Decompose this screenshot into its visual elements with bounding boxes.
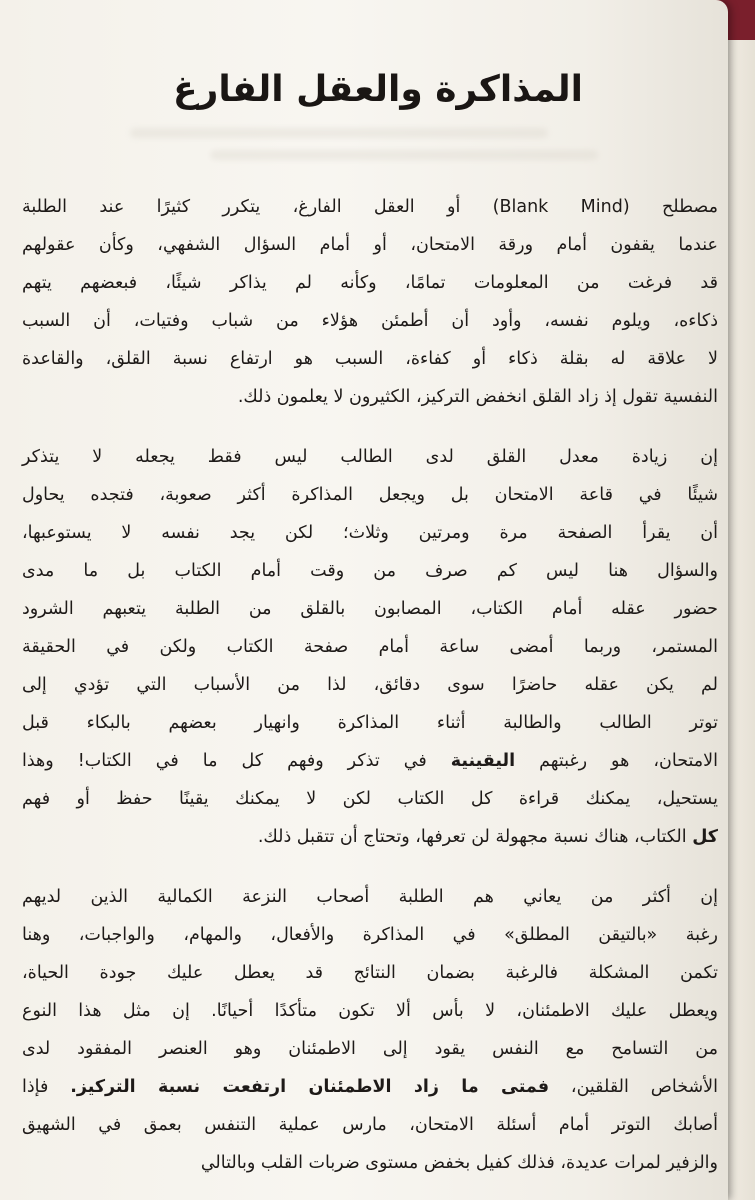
paragraph-gap — [22, 416, 718, 438]
text-line — [22, 916, 718, 954]
text-line — [22, 188, 718, 226]
text-segment: ويعطل عليك الاطمئنان، لا بأس ألا تكون متأكدًا أحيانًا. إن مثل هذا النوع — [22, 1001, 718, 1021]
text-segment: أصابك التوتر أمام أسئلة الامتحان، مارس عملية التنفس بعمق في الشهيق — [22, 1115, 718, 1135]
text-segment: في تذكر وفهم كل ما في الكتاب! وهذا — [22, 751, 451, 771]
bold-text: اليقينية — [450, 751, 516, 771]
text-line — [22, 302, 718, 340]
text-segment: الكتاب، هناك نسبة مجهولة لن تعرفها، وتحتاج أن تتقبل ذلك. — [257, 827, 693, 847]
bold-text: فمتى ما زاد الاطمئنان ارتفعت نسبة التركيز. — [70, 1077, 550, 1097]
text-line — [22, 226, 718, 264]
text-segment: فإذا — [22, 1077, 71, 1097]
paragraph — [22, 878, 718, 1182]
text-line — [22, 666, 718, 704]
text-segment: رغبة «بالتيقن المطلق» في المذاكرة والأفعال، والمهام، والواجبات، وهنا — [22, 925, 718, 945]
text-segment: حضور عقله أمام الكتاب، المصابون بالقلق من الطلبة يتعبهم الشرود — [22, 599, 718, 619]
text-line — [22, 438, 718, 476]
text-segment: تكمن المشكلة فالرغبة بضمان النتائج قد يعطل عليك جودة الحياة، — [22, 963, 718, 983]
text-segment: من التسامح مع النفس يقود إلى الاطمئنان وهو العنصر المفقود لدى — [22, 1039, 718, 1059]
paragraph-gap — [22, 856, 718, 878]
bold-text: كل — [692, 827, 718, 847]
text-segment: توتر الطالب والطالبة أثناء المذاكرة وانهيار بعضهم بالبكاء قبل — [22, 713, 718, 733]
text-segment: عندما يقفون أمام ورقة الامتحان، أو أمام السؤال الشفهي، وكأن عقولهم — [22, 235, 718, 255]
text-segment: والزفير لمرات عديدة، فذلك كفيل بخفض مستوى ضربات القلب وبالتالي — [200, 1153, 718, 1173]
text-line — [22, 340, 718, 378]
text-segment: إن زيادة معدل القلق لدى الطالب ليس فقط يجعله لا يتذكر — [22, 447, 718, 467]
bleed-through-text — [130, 128, 548, 138]
text-segment: قد فرغت من المعلومات تمامًا، وكأنه لم يذاكر شيئًا، فبعضهم يتهم — [22, 273, 718, 293]
text-segment: ذكاءه، ويلوم نفسه، وأود أن أطمئن هؤلاء من شباب وفتيات، أن السبب — [22, 311, 718, 331]
text-line — [22, 818, 718, 856]
text-line — [22, 514, 718, 552]
bleed-through-text — [210, 150, 598, 160]
paragraph — [22, 438, 718, 856]
paragraph — [22, 188, 718, 416]
text-segment: لم يكن عقله حاضرًا سوى دقائق، لذا من الأسباب التي تؤدي إلى — [22, 675, 718, 695]
text-line — [22, 590, 718, 628]
text-line — [22, 552, 718, 590]
text-segment: أن يقرأ الصفحة مرة ومرتين وثلاث؛ لكن يجد نفسه لا يستوعبها، — [22, 523, 718, 543]
text-segment: لا علاقة له بقلة ذكاء أو كفاءة، السبب هو ارتفاع نسبة القلق، والقاعدة — [22, 349, 718, 369]
text-line — [22, 1106, 718, 1144]
text-line — [22, 878, 718, 916]
text-line — [22, 1030, 718, 1068]
text-segment: إن أكثر من يعاني هم الطلبة أصحاب النزعة الكمالية الذين لديهم — [22, 887, 718, 907]
text-segment: الامتحان، هو رغبتهم — [515, 751, 718, 771]
text-line — [22, 264, 718, 302]
text-segment: المستمر، وربما أمضى ساعة أمام صفحة الكتاب ولكن في الحقيقة — [22, 637, 718, 657]
text-line — [22, 628, 718, 666]
text-segment: النفسية تقول إذ زاد القلق انخفض التركيز، الكثيرون لا يعلمون ذلك. — [237, 387, 718, 407]
text-line — [22, 954, 718, 992]
text-segment: شيئًا في قاعة الامتحان بل ويجعل المذاكرة أكثر صعوبة، فتجده يحاول — [22, 485, 718, 505]
text-line — [22, 378, 718, 416]
text-line — [22, 1068, 718, 1106]
text-line — [22, 780, 718, 818]
text-line — [22, 704, 718, 742]
body-text — [22, 188, 718, 1182]
text-segment: الأشخاص القلقين، — [549, 1077, 718, 1097]
text-segment: يستحيل، يمكنك قراءة كل الكتاب لكن لا يمكنك يقينًا حفظ أو فهم — [22, 789, 718, 809]
text-line — [22, 1144, 718, 1182]
text-segment: والسؤال هنا ليس كم صرف من وقت أمام الكتاب بل ما مدى — [22, 561, 718, 581]
text-line — [22, 742, 718, 780]
text-line — [22, 476, 718, 514]
chapter-title: المذاكرة والعقل الفارغ — [173, 69, 583, 110]
text-line — [22, 992, 718, 1030]
text-segment: مصطلح (Blank Mind) أو العقل الفارغ، يتكرر كثيرًا عند الطلبة — [22, 197, 718, 217]
